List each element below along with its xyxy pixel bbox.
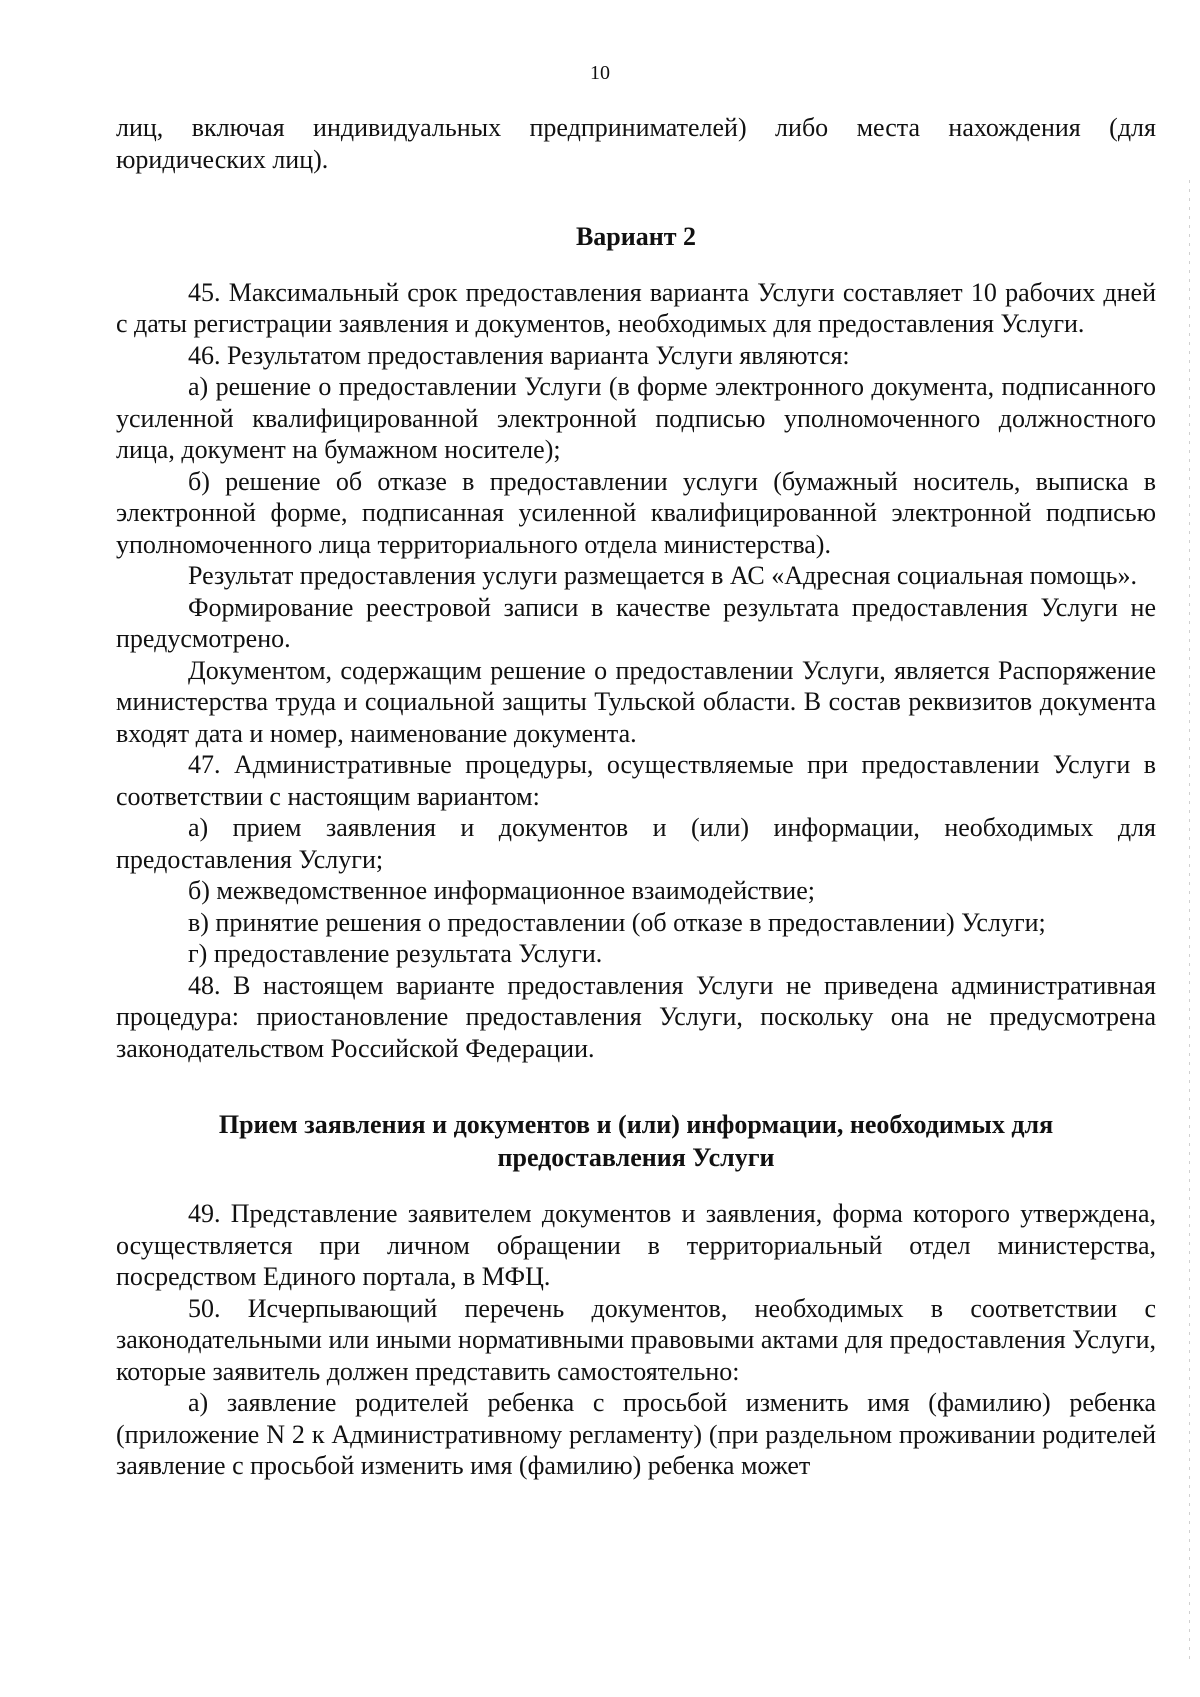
- section-heading-line-2: предоставления Услуги: [497, 1143, 775, 1172]
- paragraph-47: 47. Административные процедуры, осуществляемые при предоставлении Услуги в соответствии с настоящим вариантом:: [116, 750, 1156, 811]
- paragraph-46: 46. Результатом предоставления варианта Услуги являются:: [188, 340, 850, 370]
- paragraph-48: 48. В настоящем варианте предоставления Услуги не приведена административная процедура: приостановление предоставления Услуги, поскольку она не предусмотрена законодательством Российской Федерации.: [116, 970, 1156, 1063]
- paragraph-46-b: б) решение об отказе в предоставлении услуги (бумажный носитель, выписка в электронной форме, подписанная усиленной квалифицированной электронной подписью уполномоченного лица территориального отдела министерства).: [116, 466, 1156, 559]
- paragraph-49: 49. Представление заявителем документов и заявления, форма которого утверждена, осуществляется при личном обращении в территориальный отдел министерства, посредством Единого портала, в МФЦ.: [116, 1199, 1156, 1291]
- paragraph-47-c: в) принятие решения о предоставлении (об отказе в предоставлении) Услуги;: [188, 907, 1046, 937]
- scan-edge-line: [1189, 180, 1190, 1660]
- page-number: 10: [590, 62, 610, 84]
- paragraph-registry-record: Формирование реестровой записи в качестве результата предоставления Услуги не предусмотрено.: [116, 592, 1156, 653]
- paragraph-50-a: а) заявление родителей ребенка с просьбой изменить имя (фамилию) ребенка (приложение N 2 к Административному регламенту) (при раздельном проживании родителей заявление с просьбой изменить имя (фамилию) ребенка может: [116, 1388, 1156, 1480]
- section-heading: [116, 1108, 1156, 1174]
- intro-paragraph: лиц, включая индивидуальных предпринимателей) либо места нахождения (для юридических лиц).: [116, 113, 1156, 174]
- paragraph-50: 50. Исчерпывающий перечень документов, необходимых в соответствии с законодательными или иными нормативными правовыми актами для предоставления Услуги, которые заявитель должен представить самостоятельно:: [116, 1293, 1156, 1386]
- paragraph-46-a: а) решение о предоставлении Услуги (в форме электронного документа, подписанного усиленной квалифицированной электронной подписью уполномоченного должностного лица, документ на бумажном носителе);: [116, 372, 1156, 464]
- variant-heading: Вариант 2: [575, 222, 697, 251]
- paragraph-47-a: а) прием заявления и документов и (или) информации, необходимых для предоставления Услуги;: [116, 813, 1156, 874]
- paragraph-47-b: б) межведомственное информационное взаимодействие;: [188, 876, 815, 905]
- paragraph-47-d: г) предоставление результата Услуги.: [188, 939, 603, 968]
- document-body: [116, 112, 1156, 1482]
- paragraph-45: 45. Максимальный срок предоставления варианта Услуги составляет 10 рабочих дней с даты регистрации заявления и документов, необходимых для предоставления Услуги.: [116, 277, 1156, 338]
- paragraph-result-placement: Результат предоставления услуги размещается в АС «Адресная социальная помощь».: [188, 561, 1137, 590]
- paragraph-decision-document: Документом, содержащим решение о предоставлении Услуги, является Распоряжение министерства труда и социальной защиты Тульской области. В состав реквизитов документа входят дата и номер, наименование документа.: [116, 655, 1156, 748]
- section-heading-line-1: Прием заявления и документов и (или) информации, необходимых для: [218, 1110, 1054, 1139]
